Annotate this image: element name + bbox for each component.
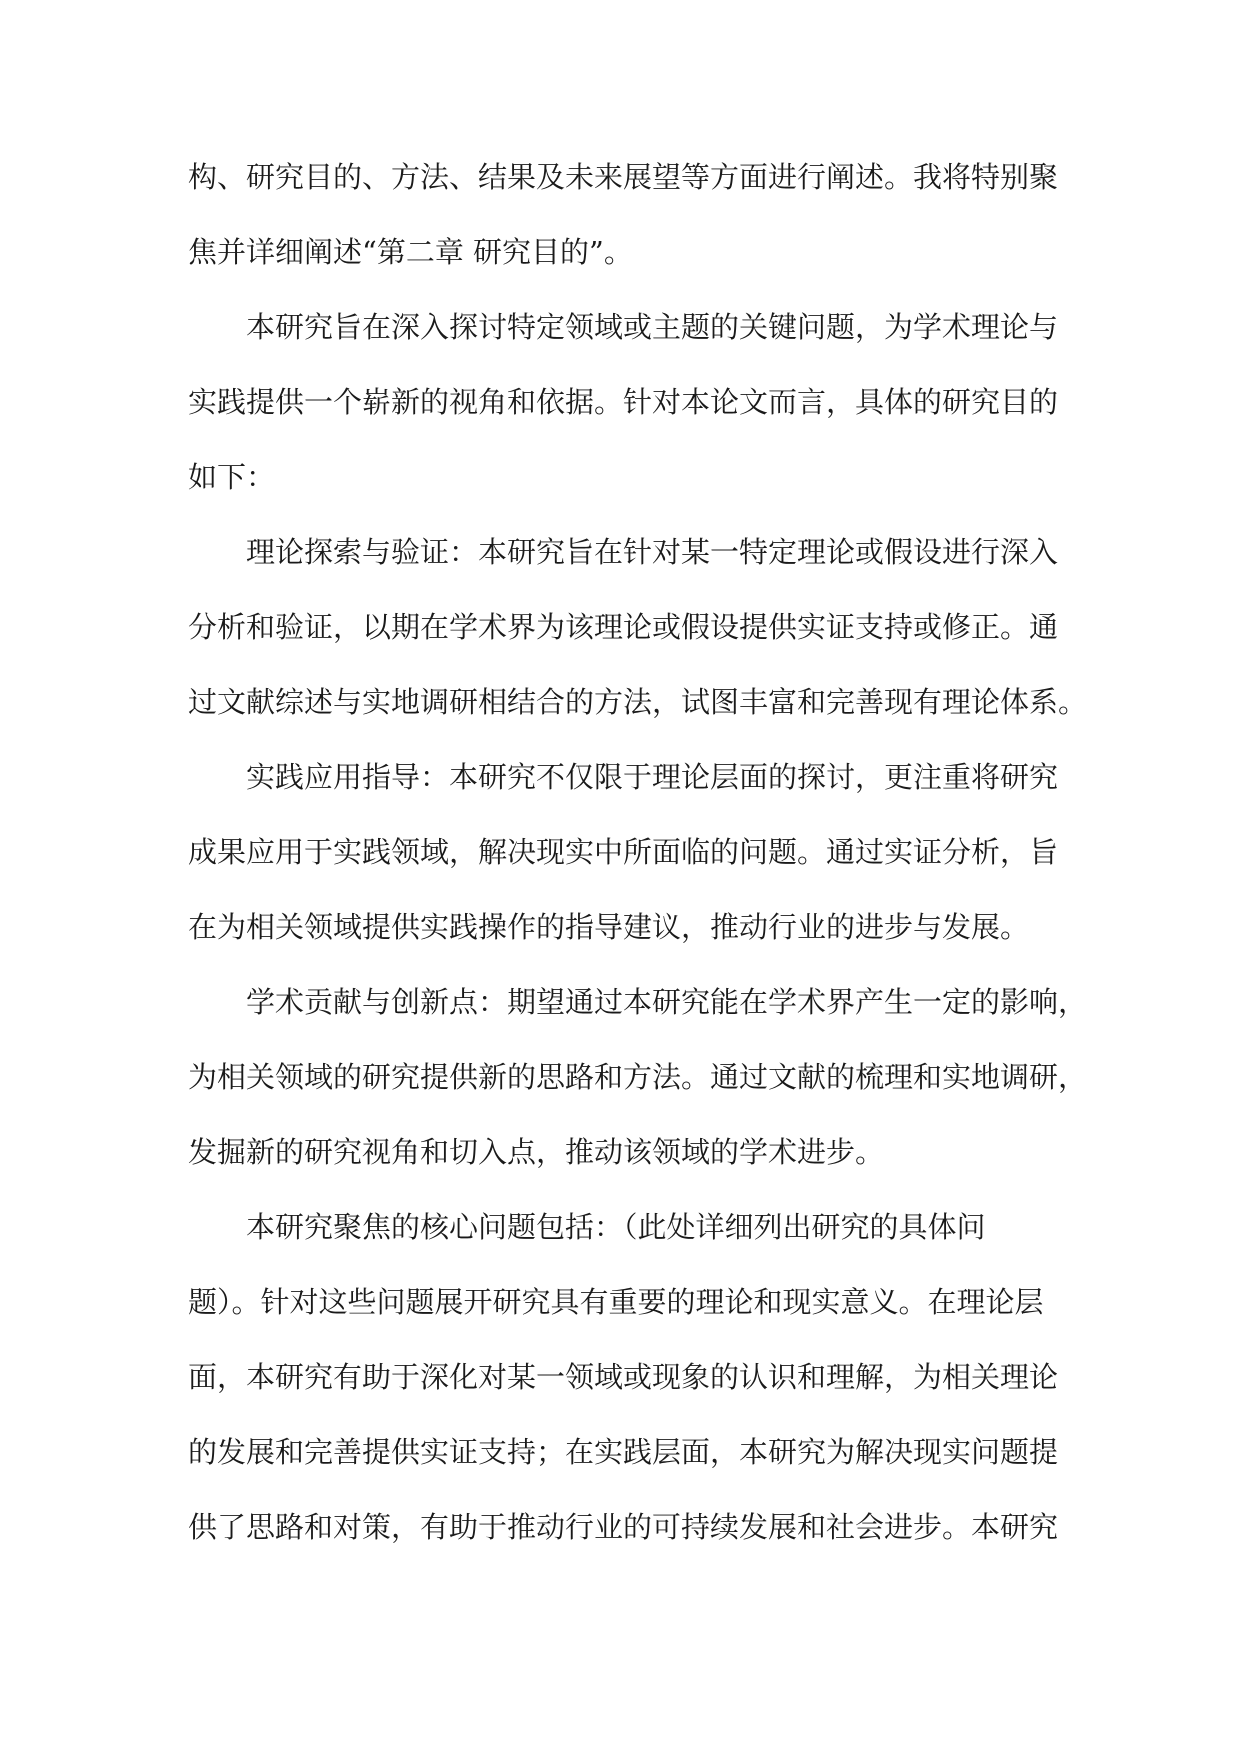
text-line: 分析和验证，以期在学术界为该理论或假设提供实证支持或修正。通 — [188, 610, 1059, 644]
text-line: 的发展和完善提供实证支持；在实践层面，本研究为解决现实问题提 — [188, 1435, 1059, 1469]
text-line: 题）。针对这些问题展开研究具有重要的理论和现实意义。在理论层 — [188, 1285, 1044, 1319]
text-line: 焦并详细阐述“第二章 研究目的”。 — [188, 235, 633, 269]
text-line: 为相关领域的研究提供新的思路和方法。通过文献的梳理和实地调研， — [188, 1060, 1088, 1094]
text-line: 实践提供一个崭新的视角和依据。针对本论文而言，具体的研究目的 — [188, 385, 1059, 419]
text-line: 构、研究目的、方法、结果及未来展望等方面进行阐述。我将特别聚 — [188, 160, 1059, 194]
text-line: 在为相关领域提供实践操作的指导建议，推动行业的进步与发展。 — [188, 910, 1030, 944]
paragraph-start-line: 理论探索与验证：本研究旨在针对某一特定理论或假设进行深入 — [246, 535, 1059, 569]
body-text — [188, 140, 1088, 1565]
paragraph-start-line: 本研究旨在深入探讨特定领域或主题的关键问题，为学术理论与 — [246, 310, 1059, 344]
text-line: 发掘新的研究视角和切入点，推动该领域的学术进步。 — [188, 1135, 885, 1169]
paragraph-start-line: 学术贡献与创新点：期望通过本研究能在学术界产生一定的影响， — [246, 985, 1088, 1019]
text-line: 面，本研究有助于深化对某一领域或现象的认识和理解，为相关理论 — [188, 1360, 1059, 1394]
text-line: 如下： — [188, 460, 276, 494]
paragraph-start-line: 实践应用指导：本研究不仅限于理论层面的探讨，更注重将研究 — [246, 760, 1059, 794]
text-line: 成果应用于实践领域，解决现实中所面临的问题。通过实证分析，旨 — [188, 835, 1059, 869]
text-line: 过文献综述与实地调研相结合的方法，试图丰富和完善现有理论体系。 — [188, 685, 1088, 719]
text-line: 供了思路和对策，有助于推动行业的可持续发展和社会进步。本研究 — [188, 1510, 1059, 1544]
paragraph-start-line: 本研究聚焦的核心问题包括：（此处详细列出研究的具体问 — [246, 1210, 986, 1244]
